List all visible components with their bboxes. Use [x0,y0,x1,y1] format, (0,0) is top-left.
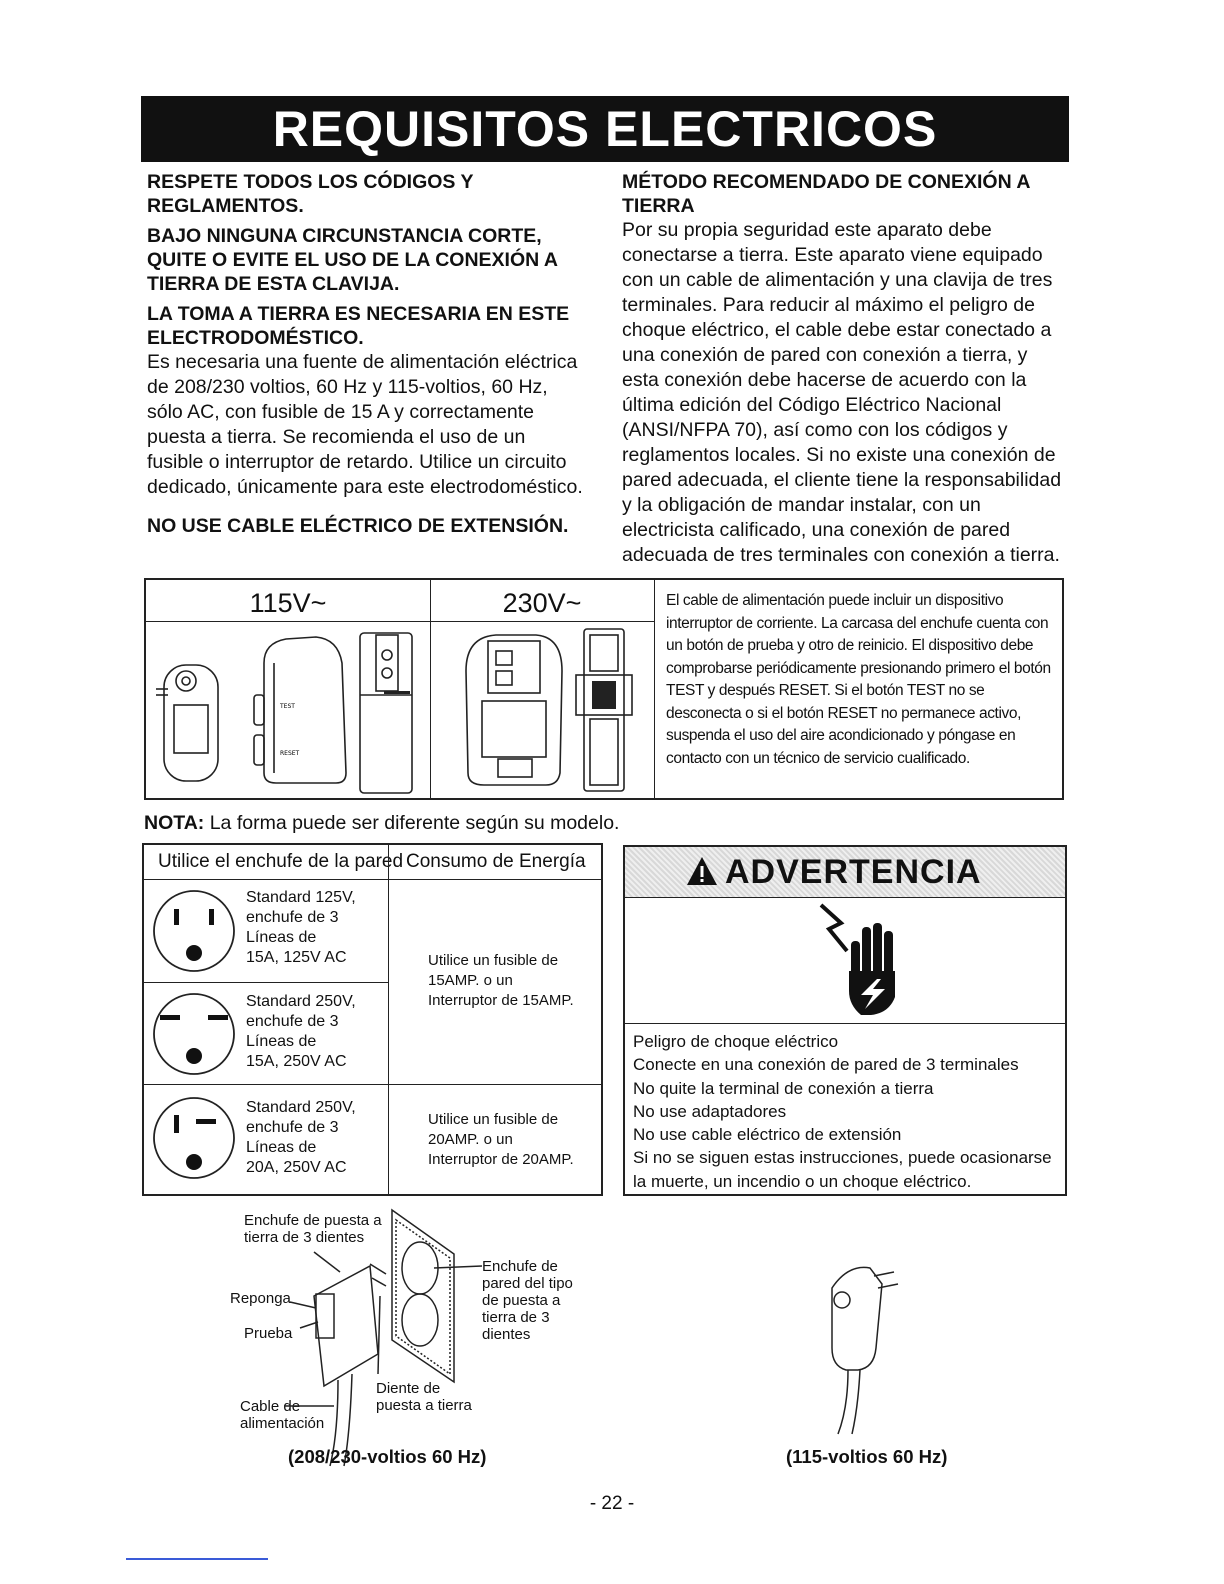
plug-table-header-right: Consumo de Energía [406,851,586,872]
voltage-115-label: 115V~ [249,588,327,618]
plug-115v-illustration [818,1258,908,1438]
fuse-20amp: Utilice un fusible de 20AMP. o un Interruptor de 20AMP. [428,1111,574,1168]
plug-row-2: Standard 250V, enchufe de 3 Líneas de 15A, 250V AC [246,993,356,1070]
warning-triangle-icon [685,855,719,887]
heading-ground-required: LA TOMA A TIERRA ES NECESARIA EN ESTE ELECTRODOMÉSTICO. [147,303,570,349]
heading-no-extension: NO USE CABLE ELÉCTRICO DE EXTENSIÓN. [147,515,569,537]
label-power-cord: Cable de alimentación [240,1398,325,1432]
plug-outlet-illustration [220,1204,590,1474]
plug-row-3: Standard 250V, enchufe de 3 Líneas de 20A, 250V AC [246,1099,356,1176]
heading-codes: RESPETE TODOS LOS CÓDIGOS Y REGLAMENTOS. [147,171,474,217]
bottom-rule [126,1558,268,1560]
electric-shock-hand-icon [811,901,907,1021]
plug-table [142,843,603,1196]
warning-header [625,847,1065,898]
page-title: REQUISITOS ELECTRICOS [141,96,1069,162]
label-reponga: Reponga [230,1290,291,1307]
cord-device-figure [144,578,1064,800]
model-note [144,812,619,835]
power-requirements-text: Es necesaria una fuente de alimentación eléctrica de 208/230 voltios, 60 Hz y 115-voltios, 60 Hz, sólo AC, con fusible de 15 A y correctamente puesta a tierra. Se recomienda el uso de un fusible o interruptor de retardo. Utilice un circuito dedicado, únicamente para este electrodoméstico. [147,351,583,498]
heading-grounding-method: MÉTODO RECOMENDADO DE CONEXIÓN A TIERRA [622,171,1030,217]
page-number: - 22 - [589,1493,635,1514]
model-note-text: La forma puede ser diferente según su modelo. [204,812,620,834]
heading-ground-warning: BAJO NINGUNA CIRCUNSTANCIA CORTE, QUITE O EVITE EL USO DE LA CONEXIÓN A TIERRA DE ESTA CLAVIJA. [147,225,558,295]
reset-button-label: RESET [280,750,300,757]
plug-row-1: Standard 125V, enchufe de 3 Líneas de 15A, 125V AC [246,889,356,966]
plug-devices-illustration [146,623,654,798]
label-ground-prong: Diente de puesta a tierra [376,1380,472,1414]
left-column [147,170,587,538]
outlet-icons [144,879,244,1197]
model-note-label: NOTA: [144,812,205,834]
label-wall-outlet: Enchufe de pared del tipo de puesta a tierra de 3 dientes [482,1258,573,1343]
warning-lines: Peligro de choque eléctrico Conecte en una conexión de pared de 3 terminales No quite la terminal de conexión a tierra No use adaptadores No use cable eléctrico de extensión Si no se siguen estas instrucciones, puede ocasionarse la muerte, un incendio o un choque eléctrico. [633,1032,1052,1191]
grounding-method-text: Por su propia seguridad este aparato debe conectarse a tierra. Este aparato viene equipado con un cable de alimentación y una clavija de tres terminales. Para reducir al máximo el peligro de choque eléctrico, el cable debe estar conectado a una conexión de pared con conexión a tierra, y esta conexión debe hacerse de acuerdo con la última edición del Código Eléctrico Nacional (ANSI/NFPA 70), así como con los códigos y reglamentos locales. Si no existe una conexión de pared adecuada, el cliente tiene la responsabilidad y la obligación de mandar instalar, con un electricista calificado, una conexión de pared adecuada de tres terminales con conexión a tierra. [622,219,1062,566]
plug-table-header-left: Utilice el enchufe de la pared [158,851,404,872]
warning-box [623,845,1067,1196]
gfci-note: El cable de alimentación puede incluir un dispositivo interruptor de corriente. La carcasa del enchufe cuenta con un botón de prueba y otro de reinicio. El dispositivo debe comprobarse periódicamente presionando primero el botón TEST y después RESET. Si el botón TEST no se desconecta o si el botón RESET no permanece activo, suspenda el uso del aire acondicionado y póngase en contacto con un técnico de servicio cualificado. [666,592,1051,767]
right-column [622,170,1067,568]
caption-230v: (208/230-voltios 60 Hz) [288,1446,487,1467]
fuse-15amp: Utilice un fusible de 15AMP. o un Interruptor de 15AMP. [428,952,574,1009]
label-prueba: Prueba [244,1325,293,1342]
test-button-label: TEST [280,703,295,710]
diagram-230v [220,1204,590,1474]
warning-title: ADVERTENCIA [725,853,982,891]
caption-115v: (115-voltios 60 Hz) [786,1446,948,1467]
label-grounding-plug: Enchufe de puesta a tierra de 3 dientes [244,1212,382,1246]
voltage-230-label: 230V~ [502,588,582,618]
